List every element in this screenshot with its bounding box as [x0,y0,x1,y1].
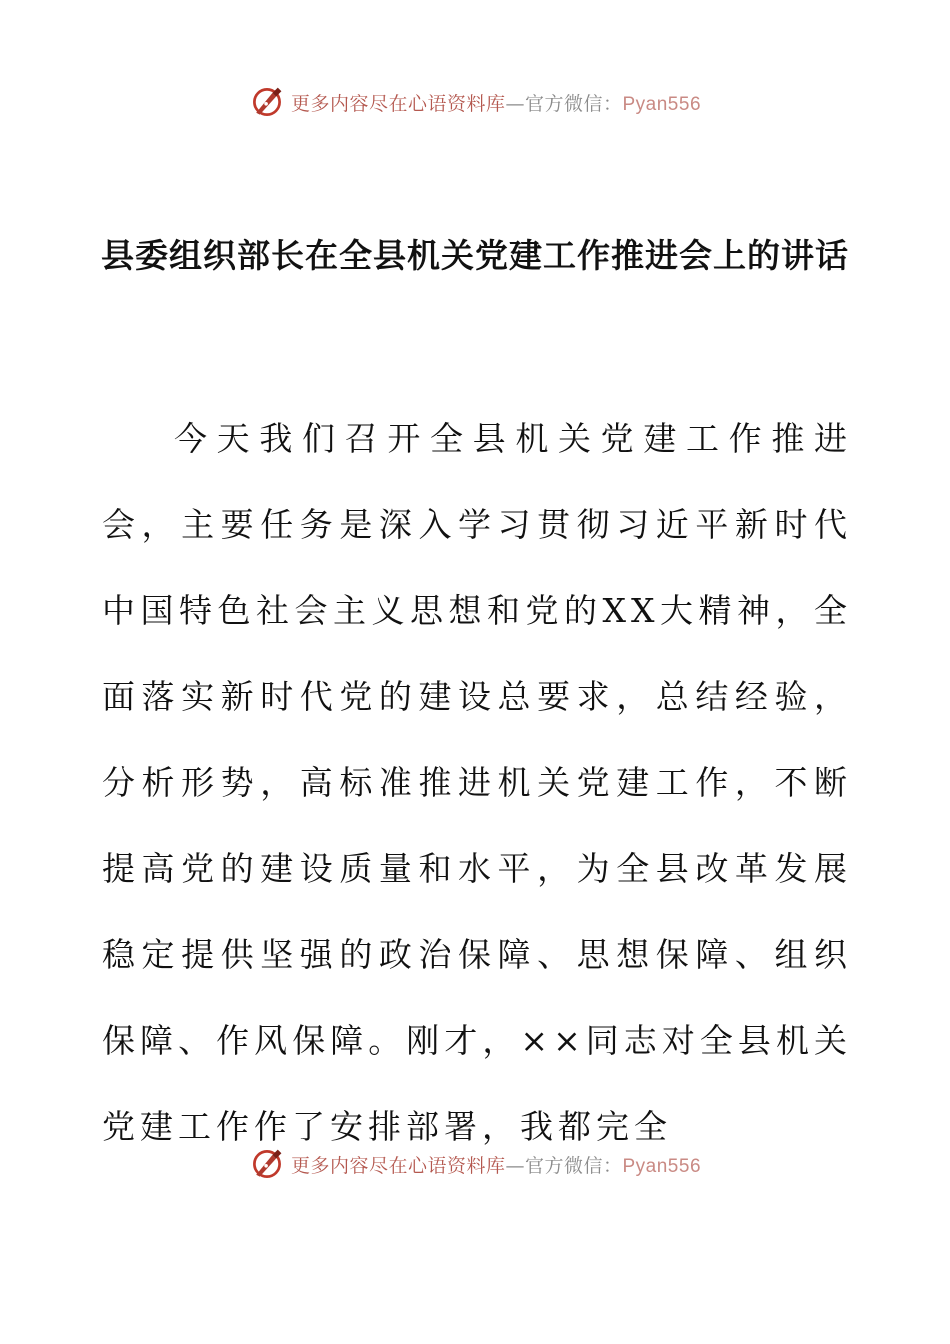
watermark-label: 官方微信： [524,92,623,115]
watermark-text [291,89,701,116]
watermark-site: 更多内容尽在心语资料库 [290,1154,506,1177]
watermark-site: 更多内容尽在心语资料库 [290,92,506,115]
watermark-separator: — [505,92,525,115]
watermark-text [291,1151,701,1178]
pen-nib-logo-icon [249,84,285,120]
pen-nib-logo-icon [249,1146,285,1182]
watermark-separator: — [505,1154,525,1177]
watermark-wechat-id: Pyan556 [622,93,702,115]
watermark-wechat-id: Pyan556 [622,1155,702,1177]
header-watermark [0,82,950,122]
footer-watermark [0,1144,950,1184]
document-title: 县委组织部长在全县机关党建工作推进会上的讲话 [101,236,849,275]
watermark-label: 官方微信： [524,1154,623,1177]
body-paragraph: 今天我们召开全县机关党建工作推进会，主要任务是深入学习贯彻习近平新时代中国特色社会主义思想和党的XX大精神，全面落实新时代党的建设总要求，总结经验，分析形势，高标准推进机关党建工作，不断提高党的建设质量和水平，为全县改革发展稳定提供坚强的政治保障、思想保障、组织保障、作风保障。刚才，××同志对全县机关党建工作作了安排部署，我都完全 [102,419,852,1146]
